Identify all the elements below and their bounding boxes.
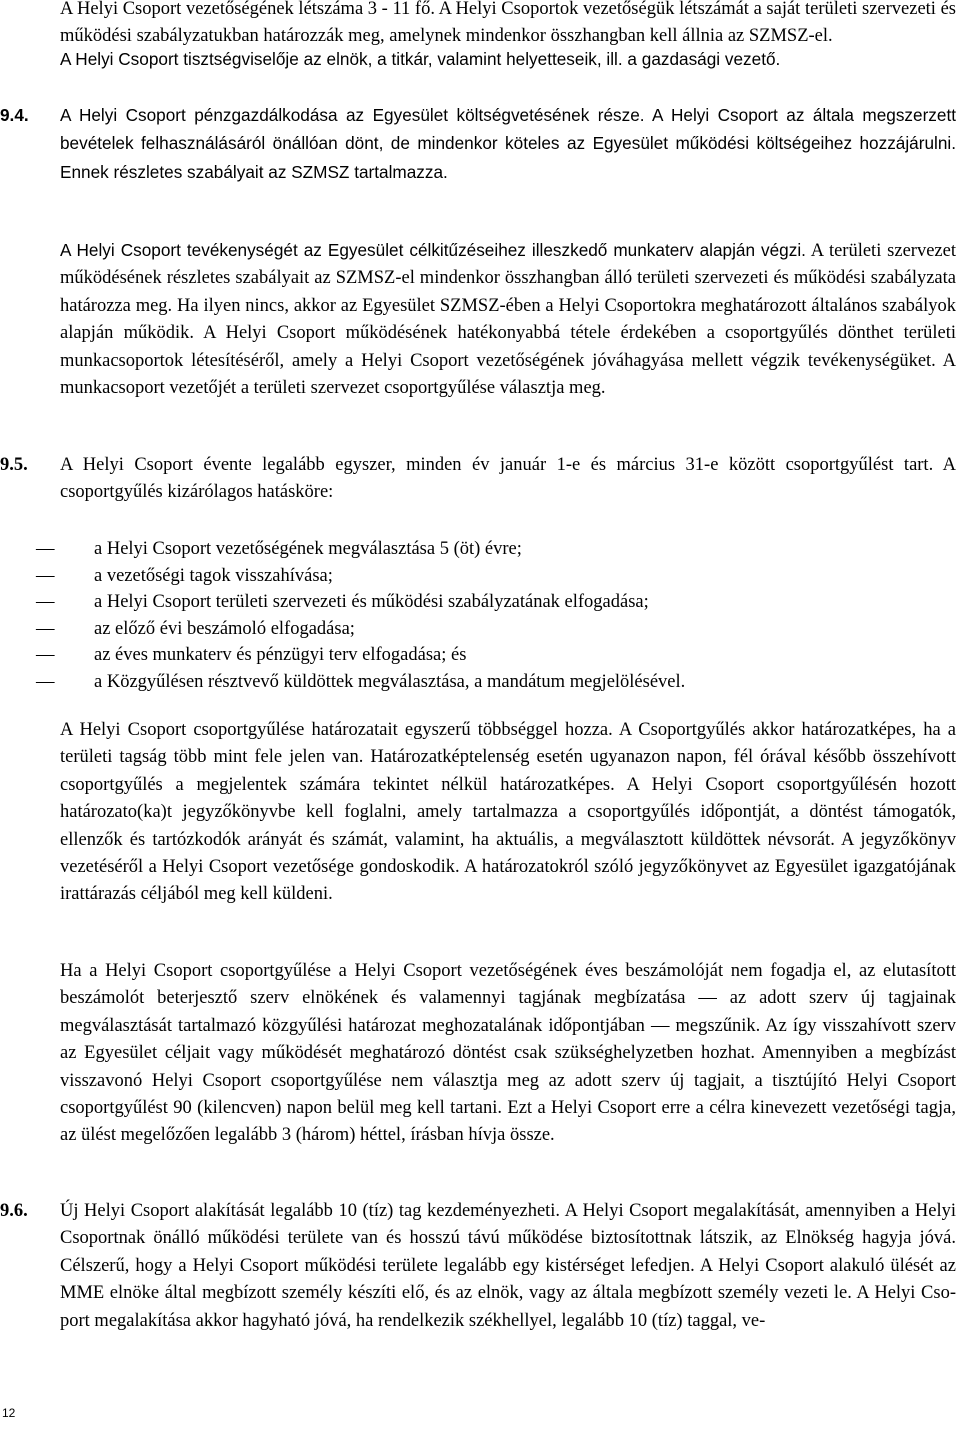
dash-marker: ―	[36, 671, 55, 692]
paragraph-annual-report: Ha a Helyi Csoport csoportgyűlése a Helyi Csoport vezetőségének éves beszámolóját nem fogadja el, az elutasított beszámolót beterjesztő szerv elnökének és valamennyi tagjának megbízatása ― az adott szerv új tagjainak megválasztását tartalmazó közgyűlési határozat meghozatalának időpontjában ― megszűnik. Az így visszahívott szerv az Egyesület céljait vagy működését meghatározó döntést csak szükséghelyzetben hozhat. Amennyiben a megbízást visszavonó Helyi Csoport csoportgyűlése nem választja meg az adott szerv új tagjait, a tisztújító Helyi Csoport csoportgyűlést 90 (kilencven) napon belül meg kell tartani. Ezt a Helyi Csoport erre a célra kinevezett vezetőségi tagja, az ülést megelőzően legalább 3 (három) héttel, írásban hívja össze.	[60, 961, 956, 1146]
dash-marker: ―	[36, 539, 55, 559]
section-9-6	[0, 1198, 956, 1335]
paragraph-decisions: A Helyi Csoport csoportgyűlése határozatait egyszerű többséggel hozza. A Csoportgyűlés akkor határozatképes, ha a területi tagság több mint fele jelen van. Határozatképtelenség esetén ugyanazon napon, fél órával később összehívott csoportgyűlés a megjelentek számára tekintet nélkül határozatképes. A Helyi Csoport csoportgyűlésén hozott határozato(ka)t jegyzőkönyvbe kell foglalni, amely tartalmazza a csoportgyűlés időpontját, a döntést támogatók, ellenzők és tartózkodók arányát és számát, valamint, ha aktuális, a megválasztott küldöttek névsorát. A jegyzőkönyv vezetéséről a Helyi Csoport vezetősége gondoskodik. A határozatokról szóló jegyzőkönyvet az Egyesület igazgatójának irattárazás céljából meg kell küldeni.	[60, 720, 956, 905]
list-item	[36, 642, 956, 669]
work-plan-intro: A Helyi Csoport tevékenységét az Egyesület célkitűzéseihez illeszkedő munkaterv alapján végzi.	[60, 240, 806, 260]
finances-heading: A Helyi Csoport pénzgazdálkodása az Egyesület költségvetésének része.	[60, 105, 645, 125]
page-number: 12	[2, 1406, 16, 1420]
section-9-4	[0, 102, 956, 187]
list-item	[36, 669, 956, 696]
paragraph-new-group: Új Helyi Csoport alakítását legalább 10 (tíz) tag kezdeményezheti. A Helyi Csoport megalakítását, amennyiben a Helyi Csoportnak önálló működési területe van és hosszú távú működése biztosítottnak látszik, az Elnökség hagyja jóvá. Célszerű, hogy a Helyi Csoport működési területe legalább egy kistérséget lefedjen. A Helyi Csoport alakuló ülését az MME elnöke által megbízott személy készíti elő, és az elnök, vagy az általa megbízott személy vezeti le. A Helyi Csoport megalakítása akkor hagyható jóvá, ha rendelkezik székhellyel, legalább 10 (tíz) taggal, ve-	[60, 1201, 956, 1331]
list-item-text: az éves munkaterv és pénzügyi terv elfogadása; és	[94, 645, 467, 666]
list-item-text: az előző évi beszámoló elfogadása;	[94, 618, 355, 639]
assembly-powers-list	[36, 536, 956, 696]
list-item	[36, 563, 956, 590]
list-item	[36, 536, 956, 563]
officers-text: A Helyi Csoport tisztségviselője az elnök, a titkár, valamint helyetteseik, ill. a gazdasági vezető.	[60, 49, 781, 69]
paragraph-assembly-intro: A Helyi Csoport évente legalább egyszer, minden év január 1-e és március 31-e között csoportgyűlést tart. A csoportgyűlés kizárólagos hatásköre:	[60, 455, 956, 503]
paragraph-board-size	[60, 0, 956, 51]
dash-marker: ―	[36, 565, 55, 586]
list-item-text: a Közgyűlésen résztvevő küldöttek megválasztása, a mandátum megjelölésével.	[94, 671, 686, 692]
list-item	[36, 616, 956, 643]
paragraph-officers	[60, 46, 956, 74]
finances-text: A Helyi Csoport az általa megszerzett bevételek felhasználásáról önállóan dönt, de mindenkor köteles az Egyesület működési költségeihez hozzájárulni. Ennek részletes szabályait az SZMSZ tartalmazza.	[60, 105, 956, 182]
work-plan-text: A területi szervezet működésének részletes szabályait az SZMSZ-el mindenkor összhangban álló területi szervezeti és működési szabályzata határozza meg. Ha ilyen nincs, akkor az Egyesület SZMSZ-ében a Helyi Csoportokra meghatározott általános szabályok alapján működik. A Helyi Csoport működésének hatékonyabbá tétele érdekében a csoportgyűlés dönthet területi munkacsoportok létesítéséről, amely a Helyi Csoport vezetőségének jóváhagyása mellett végzik tevékenységüket. A munkacsoport vezetőjét a területi szervezet csoportgyűlése választja meg.	[60, 241, 956, 399]
dash-marker: ―	[36, 592, 55, 613]
section-number: 9.5.	[0, 455, 28, 475]
board-size-text: A Helyi Csoport vezetőségének létszáma 3 - 11 fő. A Helyi Csoportok vezetőségük létszámát a saját területi szervezeti és működési szabályzatukban határozzák meg, amelynek mindenkor összhangban kell állnia az SZMSZ-el.	[60, 0, 956, 47]
paragraph-work-plan	[60, 237, 956, 402]
dash-marker: ―	[36, 618, 55, 639]
dash-marker: ―	[36, 645, 55, 666]
list-item-text: a Helyi Csoport területi szervezeti és működési szabályzatának elfogadása;	[94, 592, 649, 613]
list-item-text: a Helyi Csoport vezetőségének megválasztása 5 (öt) évre;	[94, 539, 522, 559]
section-number: 9.4.	[0, 105, 29, 125]
section-number: 9.6.	[0, 1201, 28, 1221]
paragraph-finances	[60, 102, 956, 187]
list-item	[36, 589, 956, 616]
section-9-5	[0, 452, 956, 507]
list-item-text: a vezetőségi tagok visszahívása;	[94, 565, 333, 586]
